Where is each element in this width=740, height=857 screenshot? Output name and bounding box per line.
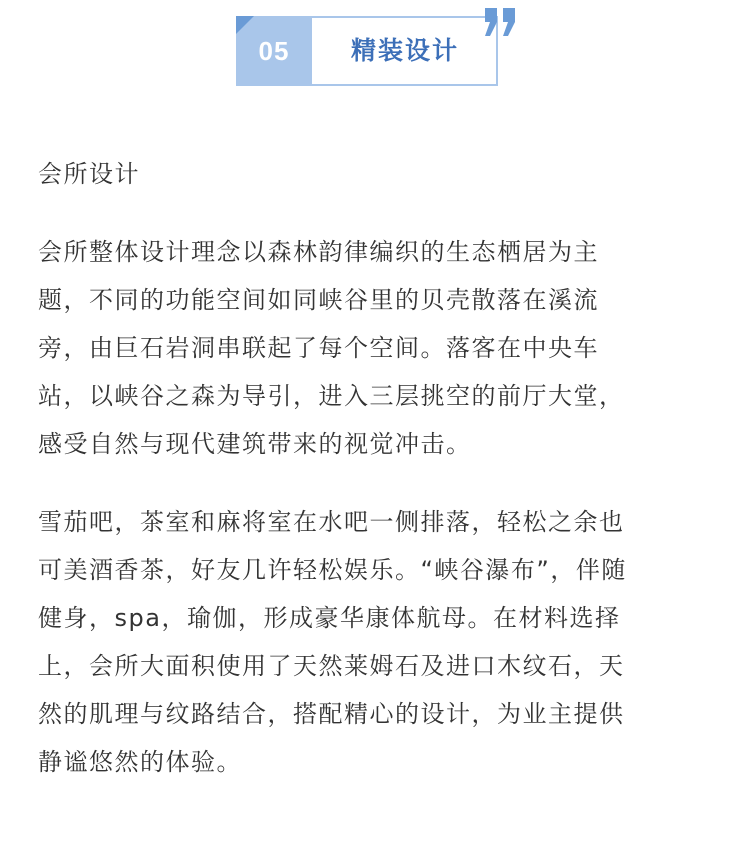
paragraph-2: 雪茄吧，茶室和麻将室在水吧一侧排落，轻松之余也 可美酒香茶，好友几许轻松娱乐。“峡谷瀑布”，伴随 健身，spa，瑜伽，形成豪华康体航母。在材料选择 上，会所大面积使用了天然莱姆石及进口木纹石，天 然的肌理与纹路结合，搭配精心的设计，为业主提供 静谧悠然的体验。 xyxy=(38,508,627,776)
article-subtitle: 会所设计 xyxy=(38,160,140,188)
section-title: 精装设计 xyxy=(350,36,459,65)
section-header xyxy=(236,10,526,90)
article-body xyxy=(38,150,718,786)
quote-mark-icon xyxy=(481,6,521,42)
section-number: 05 xyxy=(258,36,290,66)
paragraph-1: 会所整体设计理念以森林韵律编织的生态栖居为主 题，不同的功能空间如同峡谷里的贝壳散落在溪流 旁，由巨石岩洞串联起了每个空间。落客在中央车 站，以峡谷之森为导引，进入三层挑空的前厅大堂， 感受自然与现代建筑带来的视觉冲击。 xyxy=(38,238,625,458)
